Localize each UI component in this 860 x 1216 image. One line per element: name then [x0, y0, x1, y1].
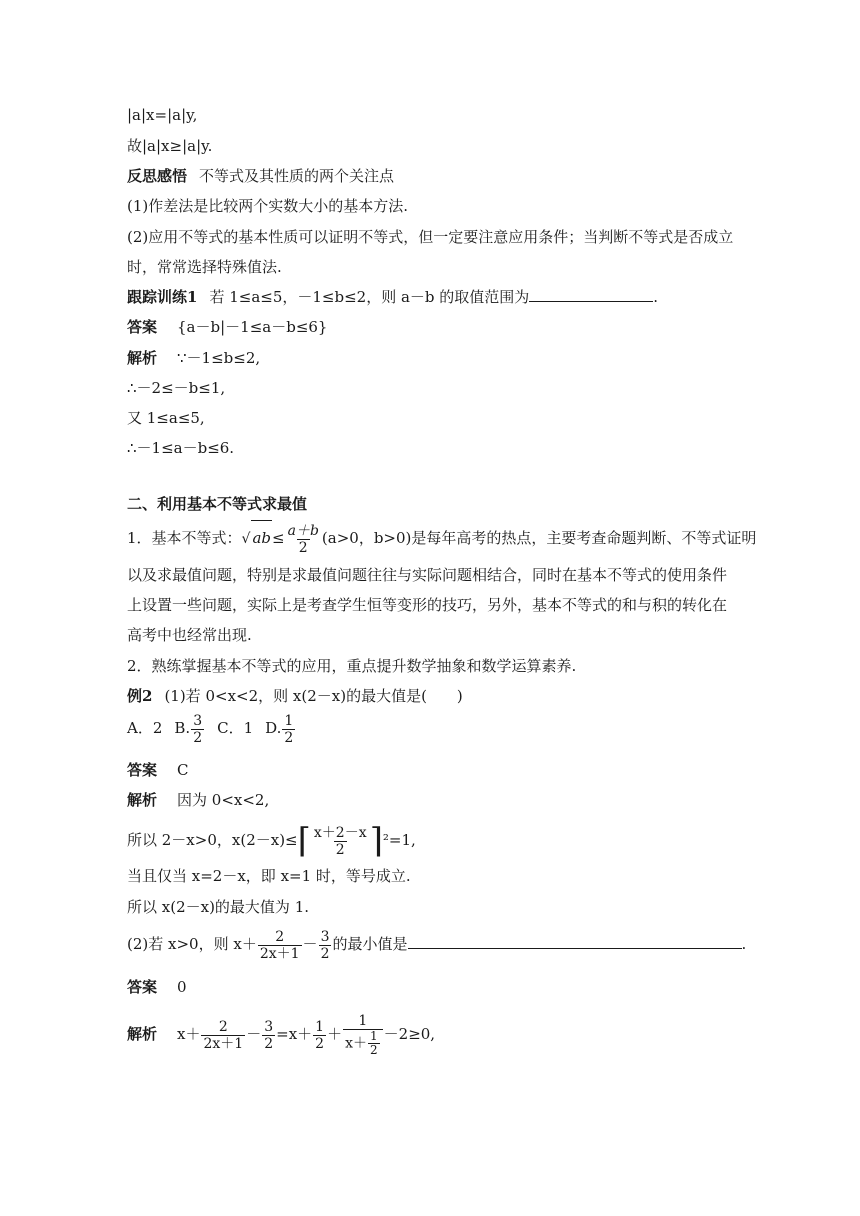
fraction-numerator: a＋b	[287, 522, 319, 539]
solution-label: 解析	[127, 791, 158, 809]
solution-2-inequality: 所以 2－x>0，x(2－x)≤⌈ $\frac{x+2-x}{2}$ ⌉²=1,	[127, 821, 416, 861]
options-line	[127, 711, 296, 746]
question-2	[127, 924, 746, 964]
reflect-heading	[127, 166, 394, 186]
bracket-numerator: x＋2－x	[313, 824, 367, 841]
solution-text: 因为 0<x<2,	[177, 791, 270, 809]
option-d-numerator: 1	[284, 712, 294, 729]
text-line: 所以 x(2－x)的最大值为 1.	[127, 898, 310, 916]
track-end: .	[653, 288, 659, 306]
minus-sign: －	[302, 935, 318, 953]
nested-numerator: 1	[370, 1029, 378, 1043]
answer-1	[127, 317, 327, 337]
option-d: D.	[265, 719, 282, 737]
plus-sign: ＋	[327, 1025, 343, 1043]
reflect-item-2a: (2)应用不等式的基本性质可以证明不等式，但一定要注意应用条件；当判断不等式是否成立	[127, 228, 734, 246]
text-line: 上设置一些问题，实际上是考查学生恒等变形的技巧，另外，基本不等式的和与积的转化在	[127, 596, 728, 614]
question-2-end: .	[741, 935, 747, 953]
fraction-numerator: 2	[218, 1018, 228, 1035]
text-line: 又 1≤a≤5,	[127, 409, 205, 427]
example-label: 例2	[127, 687, 153, 705]
inequality-prefix: 所以 2－x>0，x(2－x)≤	[127, 831, 298, 849]
compound-den-prefix: x＋	[345, 1035, 368, 1052]
fraction-numerator: 1	[315, 1018, 325, 1035]
equals-expr: =x＋	[276, 1025, 313, 1043]
answer-text: 0	[177, 978, 187, 996]
text-line: 以及求最值问题，特别是求最值问题往往与实际问题相结合，同时在基本不等式的使用条件	[127, 566, 728, 584]
track-label: 跟踪训练1	[127, 288, 198, 306]
answer-blank	[408, 934, 742, 949]
nested-denominator: 2	[370, 1043, 378, 1057]
point-2: 2．熟练掌握基本不等式的应用，重点提升数学抽象和数学运算素养.	[127, 657, 577, 675]
section-heading: 二、利用基本不等式求最值	[127, 495, 308, 513]
expr-tail: －2≥0,	[383, 1025, 436, 1043]
fraction-denominator: 2	[315, 1035, 325, 1052]
answer-label: 答案	[127, 318, 158, 336]
answer-text: {a－b|－1≤a－b≤6}	[177, 318, 328, 336]
option-b-numerator: 3	[193, 712, 203, 729]
text-line: ∴－2≤－b≤1,	[127, 379, 226, 397]
point-1-condition: (a>0，b>0)是每年高考的热点，主要考查命题判断、不等式证明	[321, 529, 757, 547]
reflect-item-2b: 时，常常选择特殊值法.	[127, 258, 282, 276]
text-line: |a|x=|a|y,	[127, 106, 198, 124]
track-question	[127, 287, 658, 307]
solution-label: 解析	[127, 1025, 158, 1043]
text-line: ∴－1≤a－b≤6.	[127, 439, 235, 457]
text-line: 故|a|x≥|a|y.	[127, 137, 213, 155]
fraction-denominator: 2x＋1	[259, 945, 300, 962]
reflect-label: 反思感悟	[127, 167, 188, 185]
bracket-denominator: 2	[335, 841, 345, 858]
fraction-denominator: 2	[320, 945, 330, 962]
fraction-denominator: 2	[264, 1035, 274, 1052]
answer-text: C	[177, 761, 189, 779]
answer-label: 答案	[127, 978, 158, 996]
compound-denominator	[343, 1029, 383, 1057]
inequality-suffix: ²=1,	[382, 831, 416, 849]
text-line: 当且仅当 x=2－x，即 x=1 时，等号成立.	[127, 867, 411, 885]
fraction-denominator: 2	[298, 539, 308, 556]
expr-prefix: x＋	[177, 1025, 201, 1043]
point-1-line-1: 1．基本不等式：√ ab≤ $\frac{a+b}{2}$ (a>0，b>0)是每年高考的热点，主要考查命题判断、不等式证明	[127, 520, 756, 556]
option-a: A．2	[127, 719, 163, 737]
answer-label: 答案	[127, 761, 158, 779]
solution-label: 解析	[127, 349, 158, 367]
text-line: 高考中也经常出现.	[127, 626, 252, 644]
fraction-numerator: 2	[275, 928, 285, 945]
fraction-denominator: 2x＋1	[203, 1035, 244, 1052]
solution-text: ∵－1≤b≤2,	[177, 349, 261, 367]
solution-2	[127, 790, 269, 810]
fraction-numerator: 3	[320, 928, 330, 945]
example-question: (1)若 0<x<2，则 x(2－x)的最大值是( )	[164, 687, 463, 705]
minus-sign: －	[246, 1025, 262, 1043]
question-2-prefix: (2)若 x>0，则 x＋	[127, 935, 257, 953]
answer-2	[127, 760, 189, 780]
example-2-question	[127, 686, 463, 706]
option-b-denominator: 2	[193, 729, 203, 746]
reflect-title: 不等式及其性质的两个关注点	[199, 167, 395, 185]
solution-3	[127, 1006, 435, 1062]
option-d-denominator: 2	[284, 729, 294, 746]
solution-1	[127, 348, 260, 368]
sqrt-ab: ab	[251, 520, 272, 555]
reflect-item-1: (1)作差法是比较两个实数大小的基本方法.	[127, 197, 409, 215]
fraction-numerator: 1	[358, 1013, 368, 1029]
question-2-text: 的最小值是	[332, 935, 408, 953]
option-c: C．1	[217, 719, 254, 737]
le-sign: ≤	[272, 529, 285, 547]
answer-3	[127, 977, 187, 997]
option-b: B.	[174, 719, 191, 737]
fraction-numerator: 3	[264, 1018, 274, 1035]
answer-blank	[529, 287, 653, 302]
point-1-prefix: 1．基本不等式：	[127, 529, 242, 547]
track-text: 若 1≤a≤5，－1≤b≤2，则 a－b 的取值范围为	[209, 288, 530, 306]
